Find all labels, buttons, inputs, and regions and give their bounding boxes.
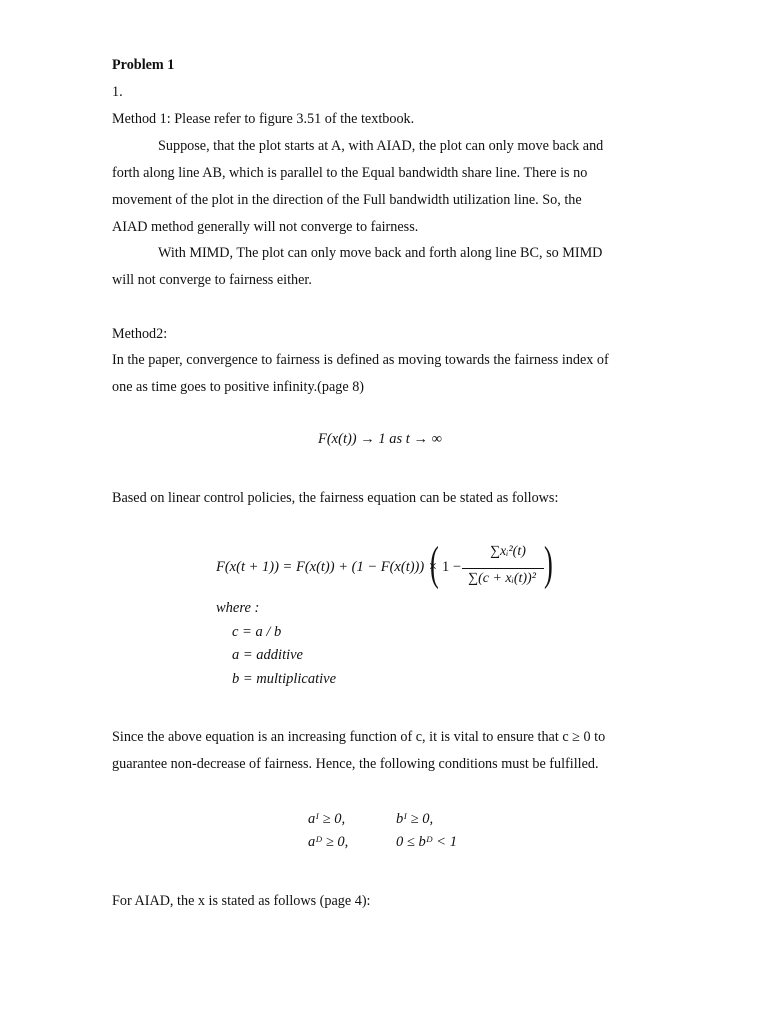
c-definition: c = a / b	[232, 624, 282, 640]
para1-line1: Suppose, that the plot starts at A, with AIAD, the plot can only move back and	[158, 138, 604, 154]
para5-line2: guarantee non-decrease of fairness. Hence, the following conditions must be fulfilled.	[112, 756, 599, 772]
left-paren: (	[430, 537, 439, 590]
limit-arrow-infinity: → ∞	[413, 431, 442, 447]
b-definition: b = multiplicative	[232, 671, 337, 687]
condition-aD: aᴰ ≥ 0,	[308, 834, 349, 850]
fairness-numerator: ∑xᵢ²(t)	[490, 544, 526, 559]
para3-line2: one as time goes to positive infinity.(page 8)	[112, 379, 365, 395]
condition-bI: bᴵ ≥ 0,	[396, 811, 434, 827]
fairness-one-minus: 1 −	[442, 559, 462, 575]
method1-title: Method 1: Please refer to figure 3.51 of the textbook.	[112, 111, 415, 127]
condition-bD: 0 ≤ bᴰ < 1	[396, 834, 457, 850]
right-paren: )	[544, 537, 553, 590]
condition-aI: aᴵ ≥ 0,	[308, 811, 346, 827]
problem-heading: Problem 1	[112, 57, 175, 73]
fraction-bar	[462, 568, 544, 569]
method2-title: Method2:	[112, 326, 168, 342]
para5-line1: Since the above equation is an increasing function of c, it is vital to ensure that c ≥ 0 to	[112, 729, 606, 745]
para1-line3: movement of the plot in the direction of the Full bandwidth utilization line. So, the	[112, 192, 582, 208]
para2-line2: will not converge to fairness either.	[112, 272, 312, 288]
para3-line1: In the paper, convergence to fairness is defined as moving towards the fairness index of	[112, 352, 609, 368]
para4: Based on linear control policies, the fairness equation can be stated as follows:	[112, 490, 559, 506]
para1-line4: AIAD method generally will not converge to fairness.	[112, 219, 419, 235]
limit-as: as t	[389, 431, 410, 447]
limit-lhs: F(x(t)) → 1	[318, 431, 386, 447]
para1-line2: forth along line AB, which is parallel to the Equal bandwidth share line. There is no	[112, 165, 588, 181]
para2-line1: With MIMD, The plot can only move back and forth along line BC, so MIMD	[158, 245, 603, 261]
item-number: 1.	[112, 84, 123, 100]
fairness-denominator: ∑(c + xᵢ(t))²	[468, 571, 536, 586]
para6: For AIAD, the x is stated as follows (page 4):	[112, 893, 371, 909]
where-label: where :	[216, 600, 260, 616]
fairness-lhs: F(x(t + 1)) = F(x(t)) + (1 − F(x(t))) ×	[216, 559, 438, 575]
a-definition: a = additive	[232, 647, 303, 663]
limit-equation	[318, 431, 442, 448]
